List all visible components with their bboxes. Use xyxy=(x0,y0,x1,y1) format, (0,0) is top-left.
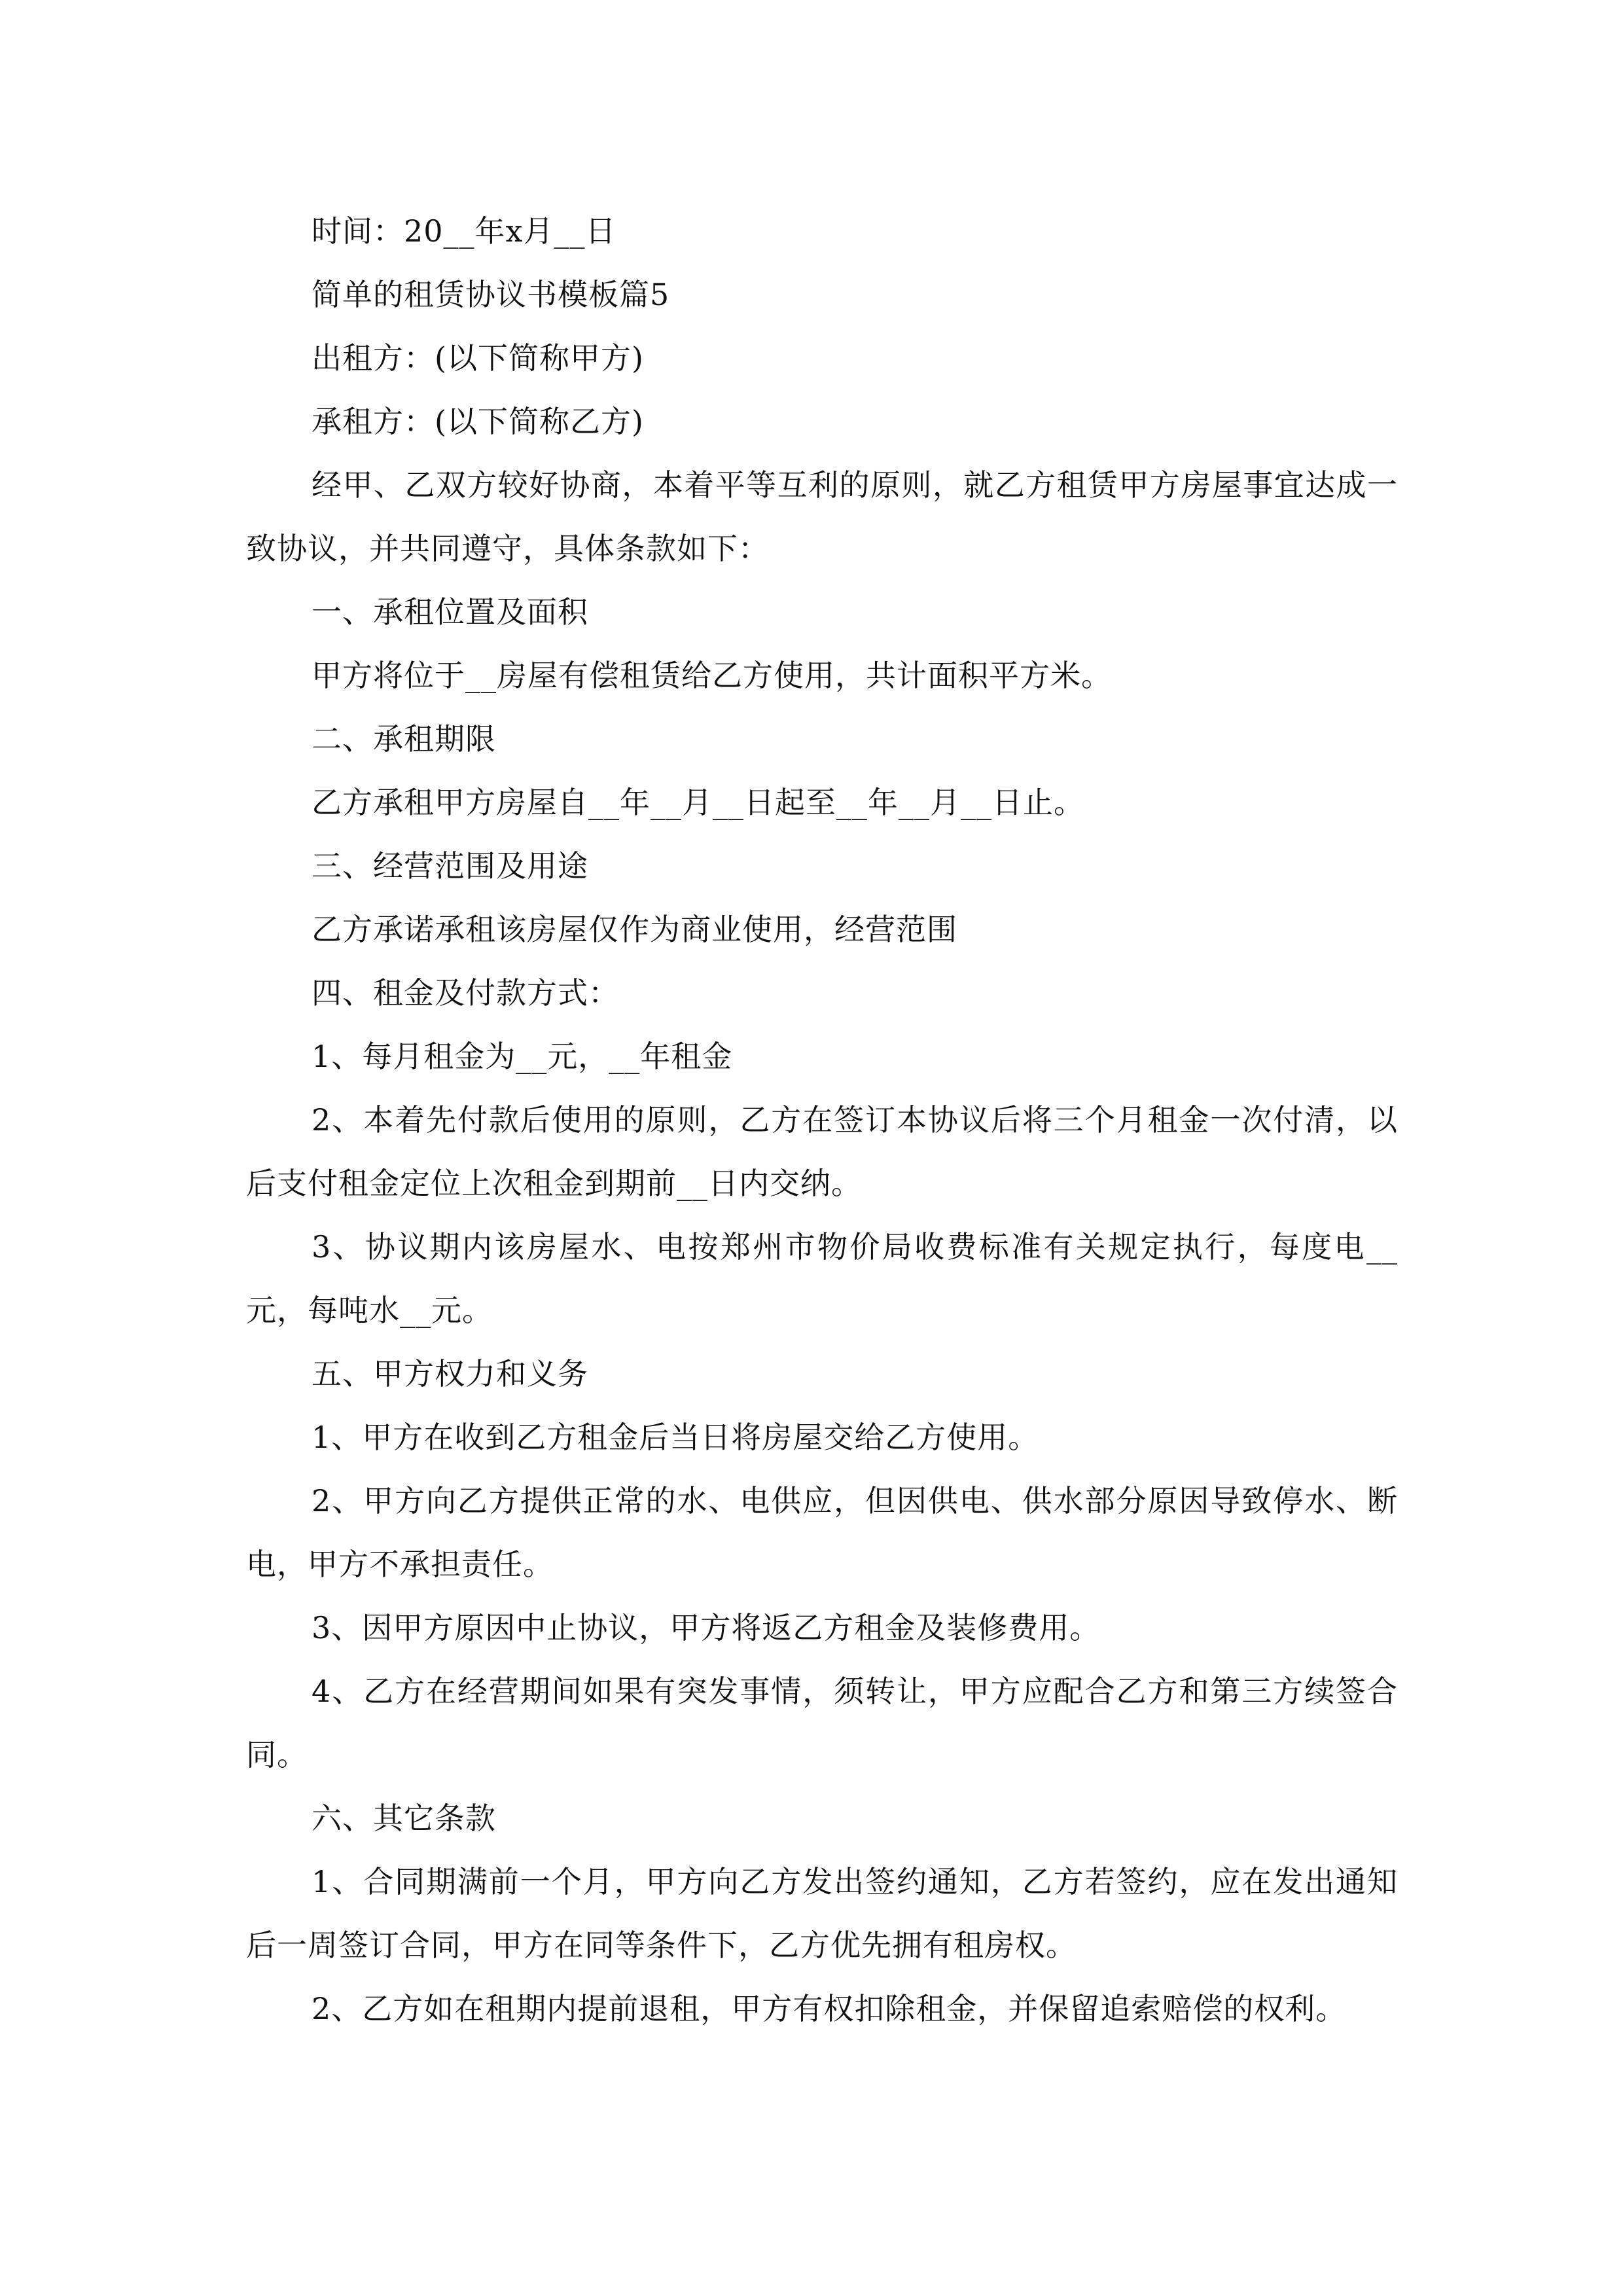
section-heading-rent: 四、租金及付款方式： xyxy=(312,975,619,1011)
lessor-line: 出租方：(以下简称甲方) xyxy=(312,340,644,376)
term-paragraph: 乙方承租甲方房屋自__年__月__日起至__年__月__日止。 xyxy=(312,785,1084,820)
other-clause-1: 1、合同期满前一个月，甲方向乙方发出签约通知，乙方若签约，应在发出通知后一周签订合同，甲方在同等条件下，乙方优先拥有租房权。 xyxy=(246,1864,1398,1963)
lessee-line: 承租方：(以下简称乙方) xyxy=(312,404,644,439)
lessor-clause-4: 4、乙方在经营期间如果有突发事情，须转让，甲方应配合乙方和第三方续签合同。 xyxy=(246,1674,1398,1772)
lessor-clause-1: 1、甲方在收到乙方租金后当日将房屋交给乙方使用。 xyxy=(312,1420,1039,1455)
scope-paragraph: 乙方承诺承租该房屋仅作为商业使用，经营范围 xyxy=(312,912,957,947)
section-heading-term: 二、承租期限 xyxy=(312,721,496,757)
section-heading-other: 六、其它条款 xyxy=(312,1801,496,1836)
document-title: 简单的租赁协议书模板篇5 xyxy=(312,277,670,312)
rent-clause-1: 1、每月租金为__元，__年租金 xyxy=(312,1039,733,1074)
section-heading-location: 一、承租位置及面积 xyxy=(312,594,588,630)
rent-clause-3: 3、协议期内该房屋水、电按郑州市物价局收费标准有关规定执行，每度电__元，每吨水__元。 xyxy=(246,1229,1398,1328)
preamble-paragraph: 经甲、乙双方较好协商，本着平等互利的原则，就乙方租赁甲方房屋事宜达成一致协议，并共同遵守，具体条款如下： xyxy=(246,467,1398,566)
document-body xyxy=(246,200,1398,2041)
other-clause-2: 2、乙方如在租期内提前退租，甲方有权扣除租金，并保留追索赔偿的权利。 xyxy=(312,1991,1347,2026)
lessor-clause-2: 2、甲方向乙方提供正常的水、电供应，但因供电、供水部分原因导致停水、断电，甲方不承担责任。 xyxy=(246,1483,1398,1582)
section-heading-lessor-duties: 五、甲方权力和义务 xyxy=(312,1356,588,1391)
location-paragraph: 甲方将位于__房屋有偿租赁给乙方使用，共计面积平方米。 xyxy=(312,658,1112,693)
rent-clause-2: 2、本着先付款后使用的原则，乙方在签订本协议后将三个月租金一次付清，以后支付租金定位上次租金到期前__日内交纳。 xyxy=(246,1102,1398,1201)
section-heading-scope: 三、经营范围及用途 xyxy=(312,848,588,884)
lessor-clause-3: 3、因甲方原因中止协议，甲方将返乙方租金及装修费用。 xyxy=(312,1610,1101,1645)
date-line: 时间：20__年x月__日 xyxy=(312,213,616,249)
